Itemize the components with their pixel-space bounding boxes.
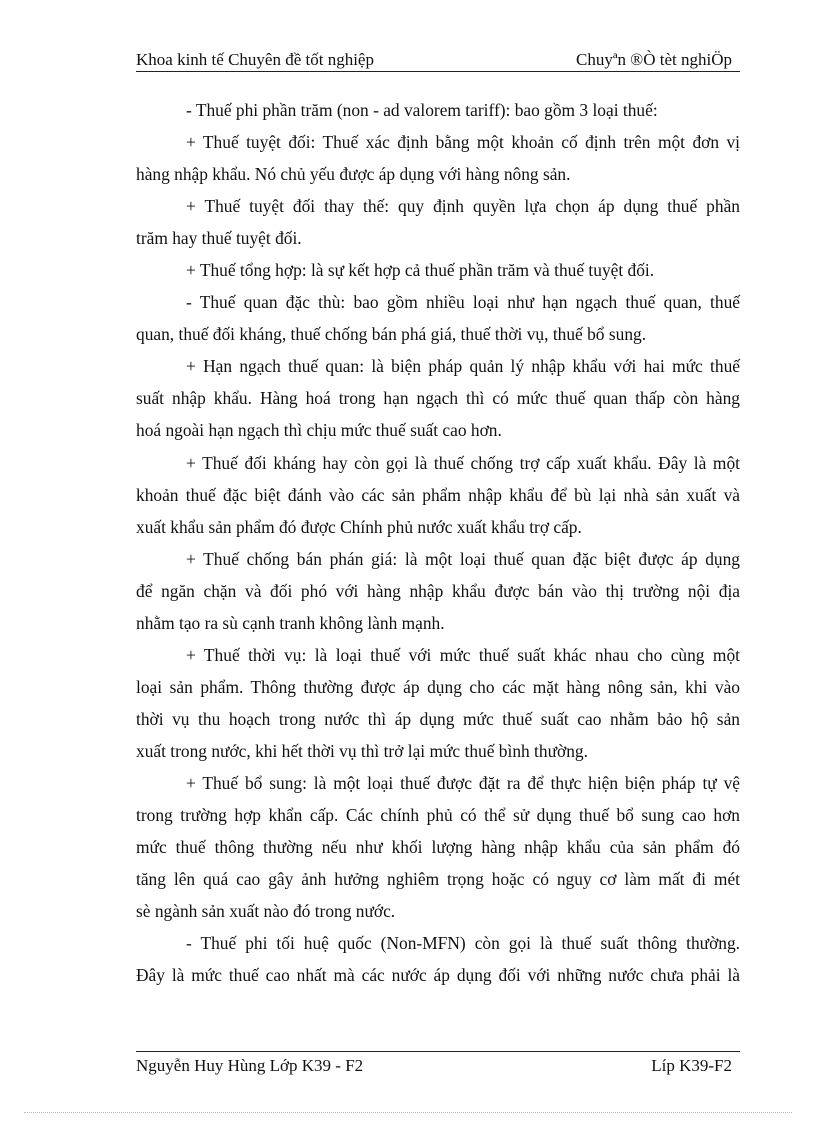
- paragraph: [136, 350, 740, 446]
- paragraph: [136, 126, 740, 190]
- paragraph-line: hàng nhập khẩu. Nó chủ yếu được áp dụng với hàng nông sản.: [136, 164, 571, 185]
- paragraph-line: xuất trong nước, khi hết thời vụ thì trở lại mức thuế bình thường.: [136, 740, 588, 761]
- page-bottom-divider: [24, 1112, 792, 1113]
- paragraph-line: - Thuế quan đặc thù: bao gồm nhiều loại như hạn ngạch thuế quan, thuế: [186, 292, 740, 313]
- paragraph: [136, 286, 740, 350]
- header-left-text: Khoa kinh tế Chuyên đề tốt nghiệp: [136, 50, 374, 69]
- page-footer: [136, 1051, 740, 1075]
- page-header: [136, 49, 740, 72]
- paragraph: [136, 639, 740, 767]
- paragraph: [136, 927, 740, 991]
- paragraph-line: + Thuế bổ sung: là một loại thuế được đặt ra để thực hiện biện pháp tự vệ: [186, 772, 740, 793]
- paragraph: [136, 94, 740, 126]
- footer-right-text: Líp K39-F2: [651, 1056, 732, 1075]
- paragraph-line: khoản thuế đặc biệt đánh vào các sản phẩm nhập khẩu để bù lại nhà sản xuất và: [136, 484, 740, 505]
- paragraph: [136, 447, 740, 543]
- paragraph-line: hoá ngoài hạn ngạch thì chịu mức thuế suất cao hơn.: [136, 420, 502, 441]
- paragraph-line: trong trường hợp khẩn cấp. Các chính phủ có thể sử dụng thuế bổ sung cao hơn: [136, 805, 740, 826]
- paragraph-line: nhằm tạo ra sù cạnh tranh không lành mạnh.: [136, 612, 445, 633]
- paragraph-line: + Thuế tuyệt đối: Thuế xác định bằng một khoản cố định trên một đơn vị: [186, 132, 740, 153]
- paragraph-line: + Thuế chống bán phán giá: là một loại thuế quan đặc biệt được áp dụng: [186, 548, 740, 569]
- paragraph-line: + Thuế tuyệt đối thay thế: quy định quyền lựa chọn áp dụng thuế phần: [186, 196, 740, 217]
- paragraph-line: thời vụ thu hoạch trong nước thì áp dụng mức thuế suất cao nhằm bảo hộ sản: [136, 708, 740, 729]
- paragraph-line: - Thuế phi tối huệ quốc (Non-MFN) còn gọi là thuế suất thông thường.: [186, 933, 740, 954]
- paragraph-line: tăng lên quá cao gây ảnh hưởng nghiêm trọng hoặc có nguy cơ làm mất đi mét: [136, 869, 740, 890]
- header-right-text: Chuyªn ®Ò tèt nghiÖp: [576, 50, 732, 69]
- paragraph-line: sè ngành sản xuất nào đó trong nước.: [136, 901, 396, 922]
- paragraph-line: + Thuế tổng hợp: là sự kết hợp cả thuế phần trăm và thuế tuyệt đối.: [186, 260, 655, 281]
- paragraph-line: + Thuế đối kháng hay còn gọi là thuế chống trợ cấp xuất khẩu. Đây là một: [186, 452, 740, 473]
- paragraph-line: quan, thuế đối kháng, thuế chống bán phá giá, thuế thời vụ, thuế bổ sung.: [136, 324, 647, 345]
- paragraph-line: + Thuế thời vụ: là loại thuế với mức thuế suất khác nhau cho cùng một: [186, 644, 740, 665]
- paragraph-line: mức thuế thông thường nếu như khối lượng hàng nhập khẩu của sản phẩm đó: [136, 837, 740, 858]
- paragraph: [136, 767, 740, 927]
- paragraph-line: + Hạn ngạch thuế quan: là biện pháp quản lý nhập khẩu với hai mức thuế: [186, 356, 740, 377]
- paragraph-line: Đây là mức thuế cao nhất mà các nước áp dụng đối với những nước chưa phải là: [136, 965, 740, 986]
- paragraph-line: loại sản phẩm. Thông thường được áp dụng cho các mặt hàng nông sản, khi vào: [136, 676, 740, 697]
- paragraph: [136, 543, 740, 639]
- paragraph-line: suất nhập khẩu. Hàng hoá trong hạn ngạch thì có mức thuế quan thấp còn hàng: [136, 388, 740, 409]
- footer-left-text: Nguyễn Huy Hùng Lớp K39 - F2: [136, 1056, 364, 1075]
- paragraph-line: để ngăn chặn và đối phó với hàng nhập khẩu được bán vào thị trường nội địa: [136, 580, 740, 601]
- paragraph: [136, 190, 740, 254]
- paragraph: [136, 254, 740, 286]
- paragraph-line: - Thuế phi phần trăm (non - ad valorem tariff): bao gồm 3 loại thuế:: [186, 100, 658, 120]
- paragraph-line: trăm hay thuế tuyệt đối.: [136, 228, 302, 249]
- paragraph-line: xuất khẩu sản phẩm đó được Chính phủ nước xuất khẩu trợ cấp.: [136, 516, 582, 537]
- document-body: [136, 94, 740, 991]
